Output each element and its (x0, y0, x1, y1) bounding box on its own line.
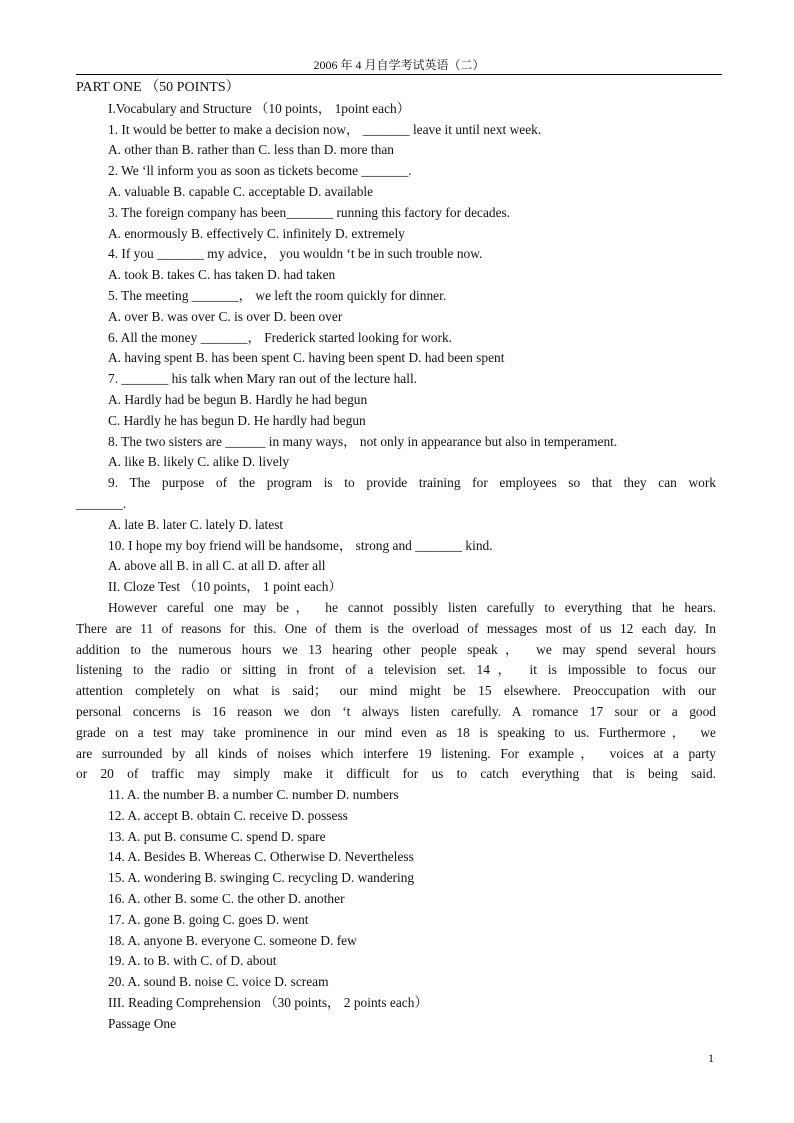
passage-line: However careful one may be， he cannot possibly listen carefully to everything that he hears. (108, 599, 716, 615)
cloze-q20-options: 20. A. sound B. noise C. voice D. scream (108, 974, 329, 990)
q10-question: 10. I hope my boy friend will be handsome， strong and _______ kind. (108, 537, 493, 553)
passage-line: There are 11 of reasons for this. One of them is the overload of messages most of us 12 each day. In (76, 620, 716, 636)
passage-line: grade on a test may take prominence in our mind even as 18 is speaking to us. Furthermore， we (76, 724, 716, 740)
q2-question: 2. We ‘ll inform you as soon as tickets become _______. (108, 163, 412, 179)
passage-line: listening to the radio or sitting in front of a television set. 14， it is impossible to focus our (76, 662, 716, 678)
q9-options: A. late B. later C. lately D. latest (108, 516, 284, 532)
cloze-q13-options: 13. A. put B. consume C. spend D. spare (108, 828, 326, 844)
q3-question: 3. The foreign company has been_______ running this factory for decades. (108, 204, 511, 220)
q2-options: A. valuable B. capable C. acceptable D. available (108, 183, 374, 199)
q7-question: 7. _______ his talk when Mary ran out of the lecture hall. (108, 371, 418, 387)
section3-heading: III. Reading Comprehension （30 points， 2 points each） (108, 995, 428, 1011)
header-divider (76, 74, 722, 75)
q7-options-cd: C. Hardly he has begun D. He hardly had begun (108, 412, 366, 428)
q5-options: A. over B. was over C. is over D. been over (108, 308, 343, 324)
section1-heading: I.Vocabulary and Structure （10 points， 1point each） (108, 100, 411, 116)
page-number: 1 (708, 1051, 714, 1065)
q6-options: A. having spent B. has been spent C. having been spent D. had been spent (108, 350, 505, 366)
q4-options: A. took B. takes C. has taken D. had taken (108, 267, 336, 283)
part-title: PART ONE （50 POINTS） (76, 80, 240, 95)
passage-line: personal concerns is 16 reason we don ‘t always listen carefully. A romance 17 sour or a good (76, 703, 716, 719)
cloze-q16-options: 16. A. other B. some C. the other D. another (108, 891, 345, 907)
cloze-q19-options: 19. A. to B. with C. of D. about (108, 953, 277, 969)
passage-line: or 20 of traffic may simply make it difficult for us to catch everything that is being said. (76, 766, 716, 782)
q1-options: A. other than B. rather than C. less than D. more than (108, 142, 394, 158)
q5-question: 5. The meeting _______， we left the room quickly for dinner. (108, 287, 447, 303)
cloze-q12-options: 12. A. accept B. obtain C. receive D. possess (108, 807, 348, 823)
q8-question: 8. The two sisters are ______ in many ways， not only in appearance but also in temperament. (108, 433, 618, 449)
cloze-q18-options: 18. A. anyone B. everyone C. someone D. few (108, 932, 357, 948)
passage-line: attention completely on what is said； our mind might be 15 elsewhere. Preoccupation with our (76, 683, 716, 699)
section2-heading: II. Cloze Test （10 points， 1 point each） (108, 579, 342, 595)
q9-question: 9. The purpose of the program is to provide training for employees so that they can work (108, 475, 716, 491)
q9-question-cont: _______. (76, 495, 127, 511)
cloze-q17-options: 17. A. gone B. going C. goes D. went (108, 911, 309, 927)
passage-line: addition to the numerous hours we 13 hearing other people speak， we may spend several hours (76, 641, 716, 657)
q3-options: A. enormously B. effectively C. infinitely D. extremely (108, 225, 405, 241)
q6-question: 6. All the money _______， Frederick started looking for work. (108, 329, 453, 345)
cloze-q11-options: 11. A. the number B. a number C. number D. numbers (108, 787, 399, 803)
page-header: 2006 年 4 月自学考试英语（二） (313, 58, 485, 72)
exam-content (76, 78, 716, 1035)
cloze-q14-options: 14. A. Besides B. Whereas C. Otherwise D. Nevertheless (108, 849, 414, 865)
q10-options: A. above all B. in all C. at all D. after all (108, 558, 326, 574)
cloze-q15-options: 15. A. wondering B. swinging C. recycling D. wandering (108, 870, 415, 886)
q7-options-ab: A. Hardly had be begun B. Hardly he had begun (108, 391, 368, 407)
passage-line: are surrounded by all kinds of noises which interfere 19 listening. For example， voices at a party (76, 745, 716, 761)
q1-question: 1. It would be better to make a decision now， _______ leave it until next week. (108, 121, 542, 137)
q4-question: 4. If you _______ my advice， you wouldn ‘t be in such trouble now. (108, 246, 483, 262)
cloze-passage (76, 598, 716, 785)
passage-one-title: Passage One (108, 1015, 177, 1031)
q8-options: A. like B. likely C. alike D. lively (108, 454, 290, 470)
